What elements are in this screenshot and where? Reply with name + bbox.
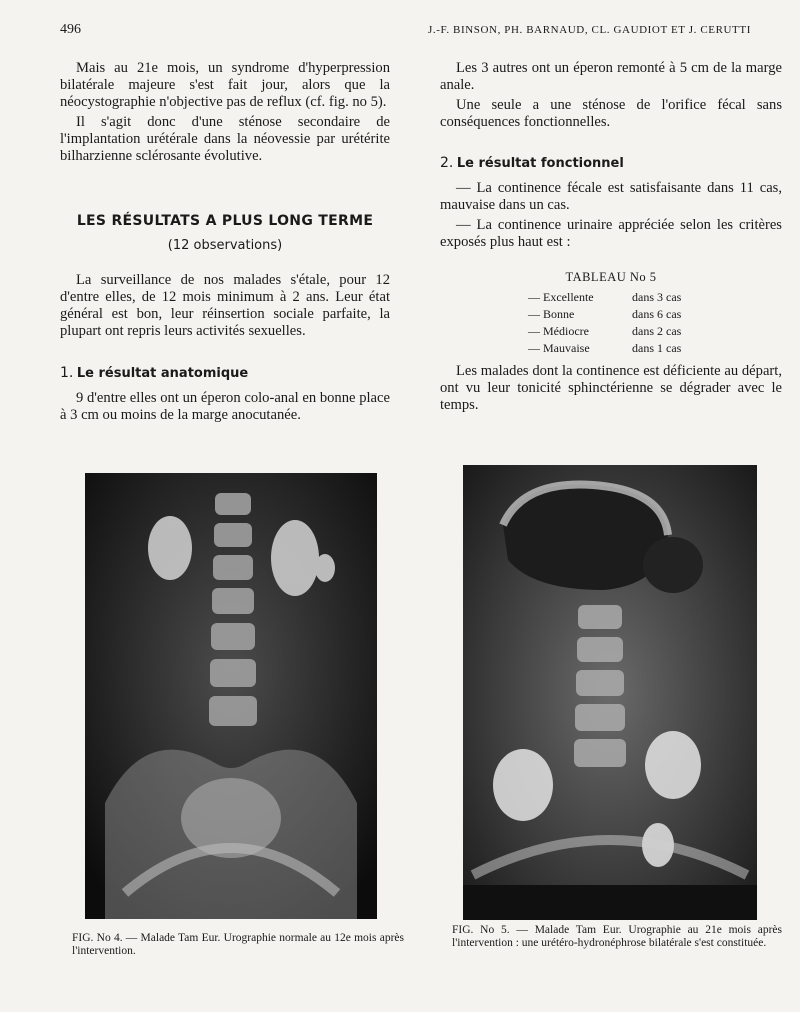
heading-fonctionnel-number: 2.: [440, 155, 454, 171]
right-column-mid: [440, 180, 782, 251]
left-paragraph-3: La surveillance de nos malades s'étale, pour 12 d'entre elles, de 12 mois minimum à 2 ans. Leur état général est bon, leur réinsertion sociale parfaite, la plupart ont repris leurs activités sexuelles.: [60, 272, 390, 339]
left-paragraph-1: Mais au 21e mois, un syndrome d'hyperpression bilatérale majeure s'est fait jour, alors que la néocystographie n'objective pas de reflux (cf. fig. no 5).: [60, 60, 390, 110]
table-cell-value: dans 6 cas: [632, 307, 682, 321]
left-column-top: [60, 60, 390, 165]
left-paragraph-4: 9 d'entre elles ont un éperon colo-anal en bonne place à 3 cm ou moins de la marge anocutanée.: [60, 390, 390, 423]
right-column-bottom: [440, 363, 782, 414]
heading-fonctionnel-title: Le résultat fonctionnel: [456, 156, 624, 171]
section-title: LES RÉSULTATS A PLUS LONG TERME: [76, 213, 374, 229]
right-paragraph-3: — La continence fécale est satisfaisante dans 11 cas, mauvaise dans un cas.: [440, 180, 782, 213]
heading-fonctionnel: [440, 155, 624, 172]
right-paragraph-2: Une seule a une sténose de l'orifice fécal sans conséquences fonctionnelles.: [440, 97, 782, 130]
figure-5-xray: [463, 465, 757, 920]
table-title: TABLEAU No 5: [565, 270, 657, 284]
figure-5-caption: FIG. No 5. — Malade Tam Eur. Urographie au 21e mois après l'intervention : une urétéro-hydronéphrose bilatérale s'est constituée.: [452, 924, 782, 949]
heading-anatomique-title: Le résultat anatomique: [76, 366, 249, 381]
table-row: [528, 324, 681, 341]
table-cell-value: dans 3 cas: [632, 290, 682, 304]
page-number: 496: [60, 22, 81, 37]
table-cell-label: — Mauvaise: [528, 341, 590, 355]
running-title: J.-F. BINSON, PH. BARNAUD, CL. GAUDIOT ET J. CERUTTI: [428, 24, 751, 36]
left-column-mid: [60, 272, 390, 340]
table-row: [528, 341, 681, 358]
figure-5-image: [463, 465, 757, 920]
section-subtitle: (12 observations): [167, 238, 283, 253]
figure-4-xray: [85, 473, 377, 919]
heading-anatomique: [60, 365, 248, 382]
table-row: [528, 290, 681, 307]
table-cell-label: — Bonne: [528, 307, 575, 321]
table-cell-value: dans 1 cas: [632, 341, 682, 355]
heading-anatomique-number: 1.: [60, 365, 74, 381]
right-paragraph-4: — La continence urinaire appréciée selon les critères exposés plus haut est :: [440, 217, 782, 250]
right-paragraph-1: Les 3 autres ont un éperon remonté à 5 cm de la marge anale.: [440, 60, 782, 93]
figure-4-caption: FIG. No 4. — Malade Tam Eur. Urographie normale au 12e mois après l'intervention.: [72, 932, 404, 957]
table-5: [528, 290, 681, 358]
table-cell-label: — Médiocre: [528, 324, 589, 338]
right-paragraph-5: Les malades dont la continence est déficiente au départ, ont vu leur tonicité sphinctérienne se dégrader avec le temps.: [440, 363, 782, 413]
figure-4-image: [85, 473, 377, 919]
left-column-bottom: [60, 390, 390, 424]
table-cell-label: — Excellente: [528, 290, 594, 304]
right-column-top: [440, 60, 782, 131]
table-row: [528, 307, 681, 324]
table-cell-value: dans 2 cas: [632, 324, 682, 338]
left-paragraph-2: Il s'agit donc d'une sténose secondaire de l'implantation urétérale dans la néovessie par urétérite bilharzienne sclérosante évolutive.: [60, 114, 390, 164]
